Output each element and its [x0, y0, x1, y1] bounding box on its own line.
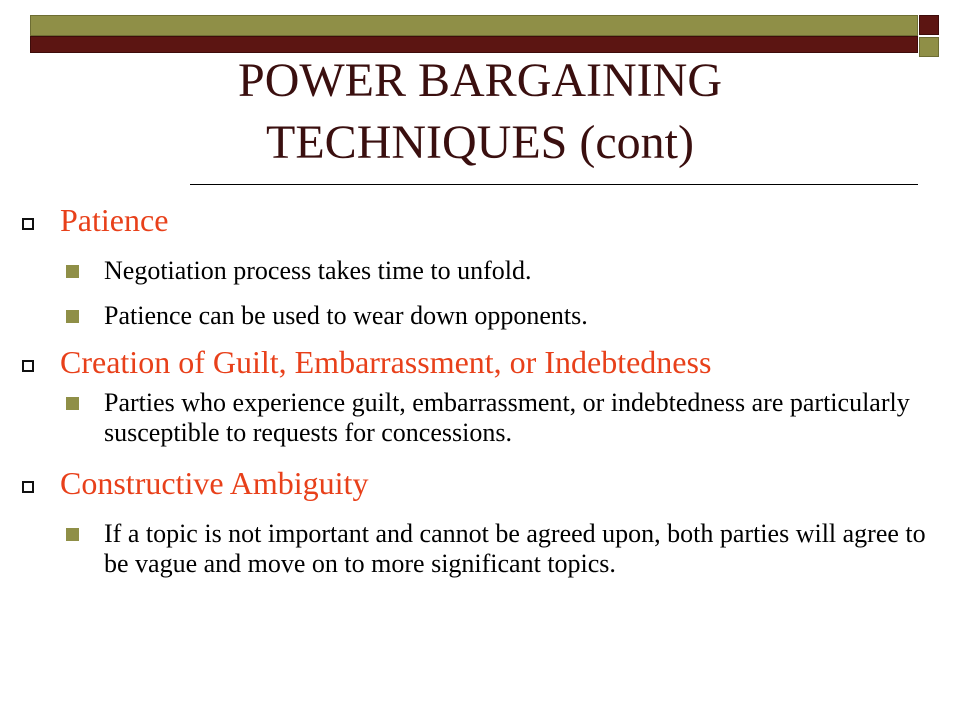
bullet-text: If a topic is not important and cannot be agreed upon, both parties will agree to be vague and move on to more significant topics. — [104, 519, 926, 578]
filled-square-bullet-icon — [66, 528, 79, 541]
bullet-text: Parties who experience guilt, embarrassment, or indebtedness are particularly susceptible to requests for concessions. — [104, 388, 910, 447]
hollow-square-bullet-icon — [22, 481, 34, 493]
section-heading — [22, 344, 947, 380]
filled-square-bullet-icon — [66, 397, 79, 410]
olive-band — [30, 15, 918, 36]
hollow-square-bullet-icon — [22, 218, 34, 230]
bullet-point — [22, 301, 947, 331]
filled-square-bullet-icon — [66, 310, 79, 323]
bullet-text: Patience can be used to wear down opponents. — [104, 301, 588, 330]
title-line-1: POWER BARGAINING — [238, 54, 722, 107]
hollow-square-bullet-icon — [22, 360, 34, 372]
section-heading-text: Creation of Guilt, Embarrassment, or Indebtedness — [60, 344, 712, 380]
title-divider — [190, 184, 918, 185]
slide-title — [0, 50, 960, 174]
section-heading — [22, 202, 947, 238]
section-heading — [22, 465, 947, 501]
title-line-2: TECHNIQUES (cont) — [266, 116, 694, 169]
section-heading-text: Patience — [60, 202, 169, 238]
bullet-point — [22, 519, 947, 579]
section-heading-text: Constructive Ambiguity — [60, 465, 369, 501]
bullet-point — [22, 256, 947, 286]
slide-body — [22, 202, 947, 579]
bullet-text: Negotiation process takes time to unfold. — [104, 256, 532, 285]
filled-square-bullet-icon — [66, 265, 79, 278]
bullet-point — [22, 388, 947, 448]
corner-square-maroon — [919, 15, 939, 35]
